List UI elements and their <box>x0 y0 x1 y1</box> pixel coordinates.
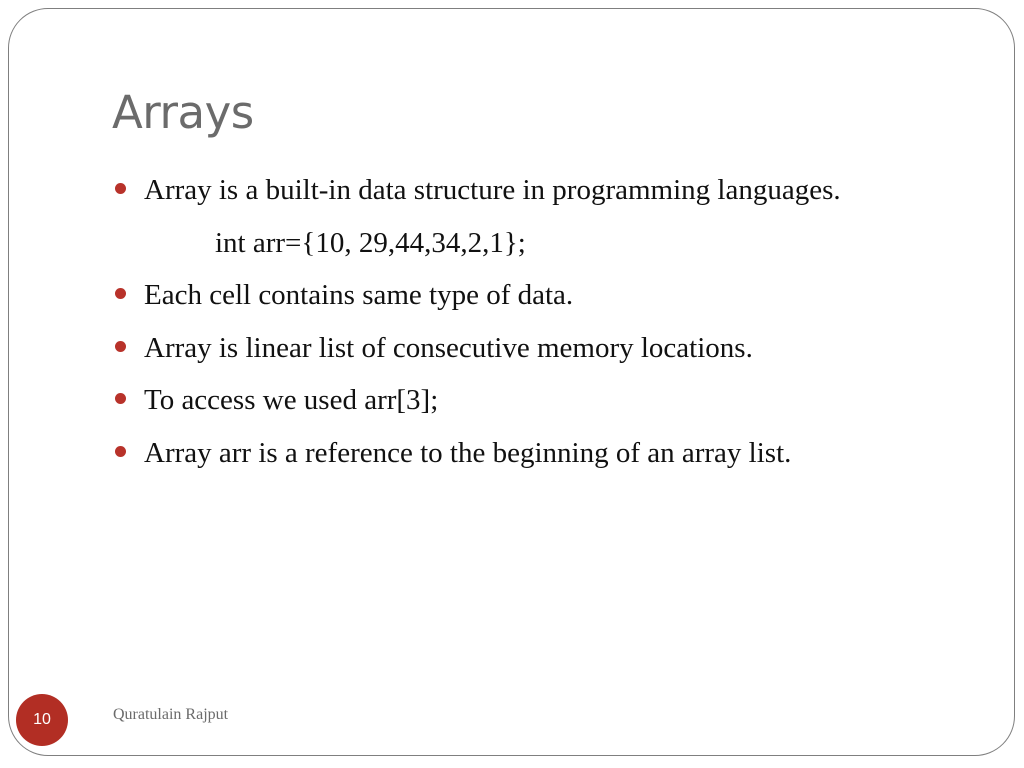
page-number-badge <box>16 694 68 746</box>
bullet-item <box>115 168 995 221</box>
bullet-text: To access we used arr[3]; <box>144 384 439 417</box>
bullet-item <box>115 431 995 484</box>
bullet-list <box>115 168 995 484</box>
bullet-text: Array arr is a reference to the beginning of an array list. <box>144 436 792 469</box>
bullet-text: Array is a built-in data structure in programming languages. <box>144 174 841 206</box>
bullet-item <box>115 378 995 431</box>
bullet-item <box>115 273 995 326</box>
bullet-text: Each cell contains same type of data. <box>144 279 574 312</box>
bullet-dot-icon <box>115 183 126 194</box>
bullet-dot-icon <box>115 393 126 404</box>
code-example-line <box>115 221 995 274</box>
page-number: 10 <box>33 711 51 728</box>
bullet-text: Array is linear list of consecutive memory locations. <box>144 331 753 364</box>
slide-title: Arrays <box>112 86 254 139</box>
bullet-dot-icon <box>115 341 126 352</box>
bullet-dot-icon <box>115 446 126 457</box>
bullet-dot-icon <box>115 288 126 299</box>
footer-author: Quratulain Rajput <box>113 706 229 723</box>
bullet-item <box>115 326 995 379</box>
code-example-text: int arr={10, 29,44,34,2,1}; <box>215 226 526 259</box>
